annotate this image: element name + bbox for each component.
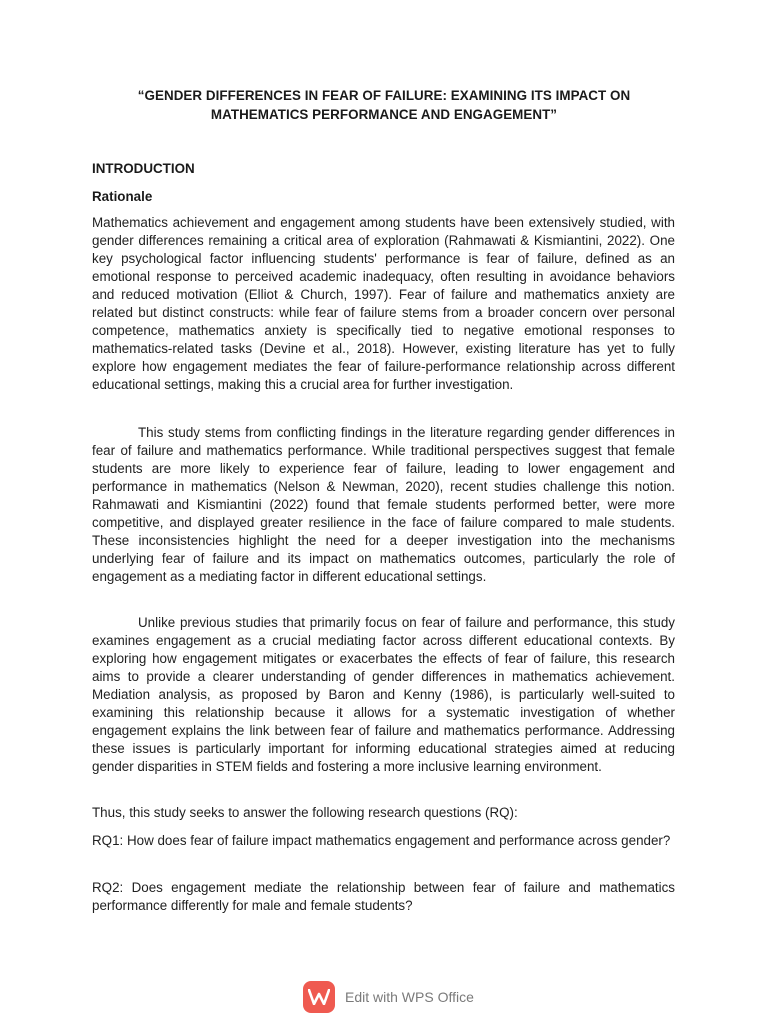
- paragraph-rq2: RQ2: Does engagement mediate the relationship between fear of failure and mathematics performance differently for male and female students?: [92, 880, 675, 913]
- paragraph-research-questions-intro: Thus, this study seeks to answer the following research questions (RQ):: [92, 805, 518, 820]
- paragraph-rationale-2: This study stems from conflicting findings in the literature regarding gender differences in fear of failure and mathematics performance. While traditional perspectives suggest that female students are more likely to experience fear of failure, leading to lower engagement and performance in mathematics (Nelson & Newman, 2020), recent studies challenge this notion. Rahmawati and Kismiantini (2022) found that female students performed better, were more competitive, and displayed greater resilience in the face of failure compared to male students. These inconsistencies highlight the need for a deeper investigation into the mechanisms underlying fear of failure and its impact on mathematics outcomes, particularly the role of engagement as a mediating factor in different educational settings.: [92, 425, 675, 584]
- paragraph-rationale-1: Mathematics achievement and engagement among students have been extensively studied, with gender differences remaining a critical area of exploration (Rahmawati & Kismiantini, 2022). One key psychological factor influencing students' performance is fear of failure, defined as an emotional response to perceived academic inadequacy, often resulting in avoidance behaviors and reduced motivation (Elliot & Church, 1997). Fear of failure and mathematics anxiety are related but distinct constructs: while fear of failure stems from a broader concern over personal competence, mathematics anxiety is specifically tied to negative emotional responses to mathematics-related tasks (Devine et al., 2018). However, existing literature has yet to fully explore how engagement mediates the fear of failure-performance relationship across different educational settings, making this a crucial area for further investigation.: [92, 215, 675, 392]
- wps-w-glyph-icon: [308, 989, 330, 1005]
- section-heading-introduction: INTRODUCTION: [92, 161, 195, 176]
- paragraph-rq1: RQ1: How does fear of failure impact mathematics engagement and performance across gender?: [92, 833, 671, 848]
- paragraph-rationale-3: Unlike previous studies that primarily focus on fear of failure and performance, this study examines engagement as a crucial mediating factor across different educational contexts. By exploring how engagement mitigates or exacerbates the effects of fear of failure, this research aims to provide a clearer understanding of gender differences in mathematics achievement. Mediation analysis, as proposed by Baron and Kenny (1986), is particularly well-suited to examining this relationship because it allows for a systematic investigation of whether engagement explains the link between fear of failure and mathematics performance. Addressing these issues is particularly important for informing educational strategies aimed at reducing gender disparities in STEM fields and fostering a more inclusive learning environment.: [92, 615, 675, 774]
- wps-office-logo-icon: [303, 981, 335, 1013]
- document-title: “GENDER DIFFERENCES IN FEAR OF FAILURE: EXAMINING ITS IMPACT ON MATHEMATICS PERFORMANCE AND ENGAGEMENT”: [137, 88, 631, 122]
- wps-watermark[interactable]: [303, 980, 474, 1014]
- subsection-heading-rationale: Rationale: [92, 189, 153, 204]
- wps-watermark-label: Edit with WPS Office: [345, 989, 474, 1005]
